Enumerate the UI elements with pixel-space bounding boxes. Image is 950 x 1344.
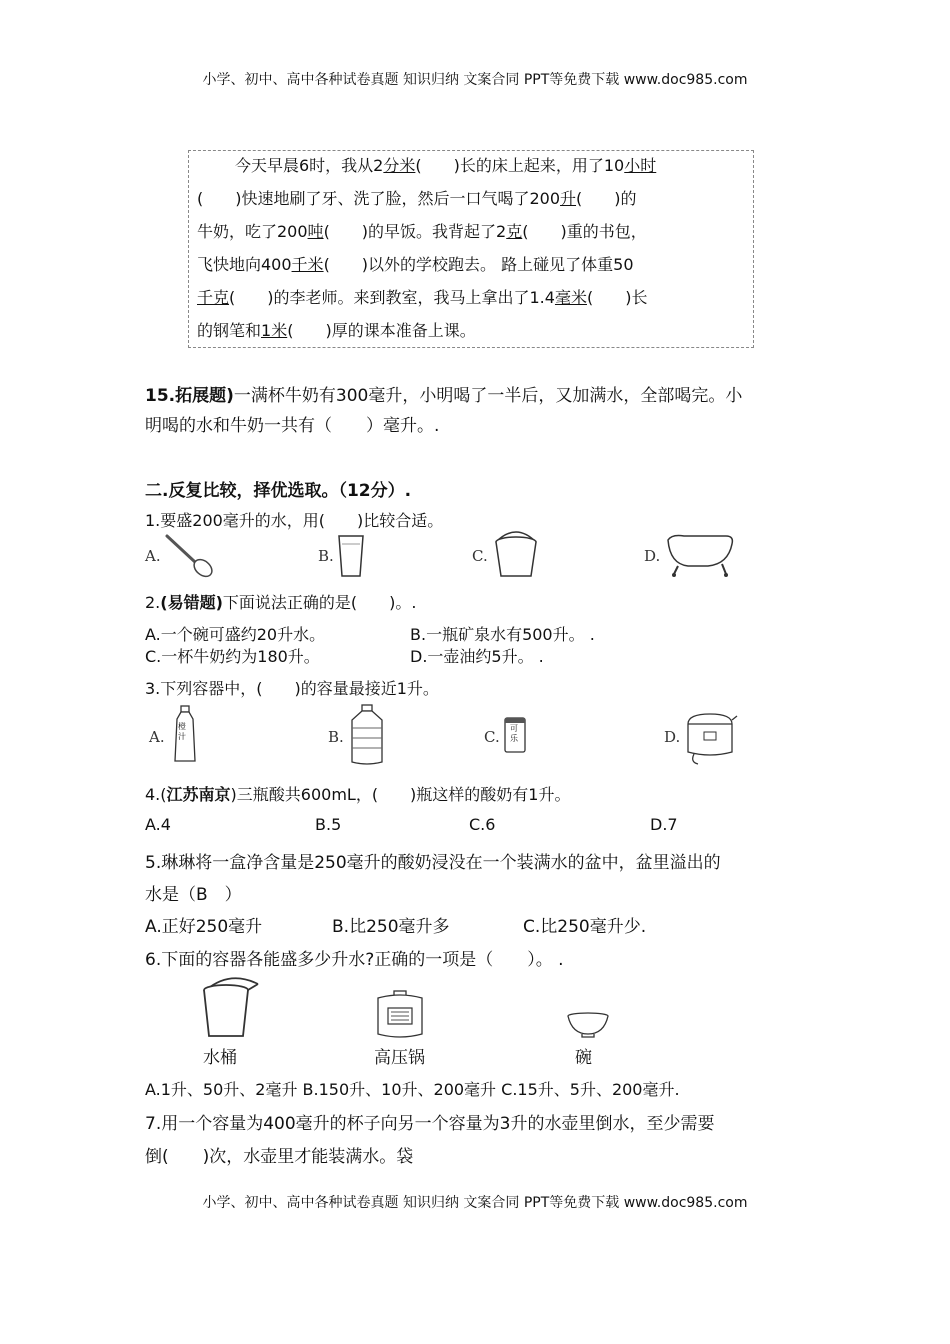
page-header: 小学、初中、高中各种试卷真题 知识归纳 文案合同 PPT等免费下载 www.doc985.com	[202, 72, 748, 88]
q3-option-b: B.	[328, 728, 344, 746]
bucket-icon	[490, 528, 542, 580]
q2-option-a: A.一个碗可盛约20升水。	[145, 625, 326, 644]
q1-option-c: C.	[472, 547, 488, 565]
q2-text: 2.(易错题)下面说法正确的是( )。.	[145, 593, 417, 612]
q2-option-b: B.一瓶矿泉水有500升。 .	[410, 625, 595, 644]
rice-cooker-icon	[684, 710, 738, 766]
water-bucket-icon	[200, 976, 264, 1040]
q4-tag: 江苏南京	[166, 785, 231, 804]
q3-option-c: C.	[484, 728, 500, 746]
q5-option-a: A.正好250毫升	[145, 917, 263, 937]
q15-line-1: 15.拓展题)一满杯牛奶有300毫升，小明喝了一半后，又加满水，全部喝完。小	[145, 386, 743, 406]
story-box	[188, 150, 754, 348]
q6-options: A.1升、50升、2毫升 B.150升、10升、200毫升 C.15升、5升、200毫升.	[145, 1080, 680, 1099]
section-2-title: 二.反复比较，择优选取。（12分）.	[145, 481, 412, 501]
q15-line-2: 明喝的水和牛奶一共有（ ）毫升。.	[145, 416, 440, 436]
q6-text: 6.下面的容器各能盛多少升水?正确的一项是（ ）。 .	[145, 950, 564, 970]
story-line-3: 牛奶，吃了200吨( )的早饭。我背起了2克( )重的书包，	[197, 222, 647, 241]
q4-option-d: D.7	[650, 815, 678, 834]
q6-label-cooker: 高压锅	[374, 1048, 425, 1068]
q3-option-a: A.	[149, 728, 165, 746]
q5-option-b: B.比250毫升多	[332, 917, 450, 937]
q1-option-d: D.	[644, 547, 661, 565]
glass-icon	[336, 534, 366, 578]
q2-tag: (易错题)	[160, 593, 223, 612]
q7-line-1: 7.用一个容量为400毫升的杯子向另一个容量为3升的水壶里倒水，至少需要	[145, 1114, 715, 1134]
juice-bottle-label: 橙汁	[178, 722, 186, 741]
q3-option-d: D.	[664, 728, 681, 746]
q2-option-d: D.一壶油约5升。 .	[410, 647, 544, 666]
spoon-icon	[165, 532, 215, 580]
bathtub-icon	[664, 530, 736, 578]
cola-can-label: 可乐	[510, 724, 518, 743]
water-jug-icon	[348, 704, 386, 766]
q3-text: 3.下列容器中，( )的容量最接近1升。	[145, 679, 439, 698]
q6-label-bowl: 碗	[575, 1048, 592, 1068]
pressure-cooker-icon	[372, 990, 428, 1040]
q5-option-c: C.比250毫升少.	[523, 917, 647, 937]
story-line-1: 今天早晨6时，我从2分米( )长的床上起来，用了10小时	[235, 156, 657, 175]
q15-label: 15.拓展题)	[145, 386, 234, 406]
q4-option-c: C.6	[469, 815, 496, 834]
q1-option-a: A.	[145, 547, 161, 565]
story-line-2: ( )快速地刷了牙、洗了脸，然后一口气喝了200升( )的	[197, 189, 637, 208]
bowl-icon	[566, 1012, 610, 1038]
story-line-5: 千克( )的李老师。来到教室，我马上拿出了1.4毫米( )长	[197, 288, 648, 307]
q4-option-a: A.4	[145, 815, 171, 834]
story-line-6: 的钢笔和1米( )厚的课本准备上课。	[197, 321, 476, 340]
story-line-4: 飞快地向400千米( )以外的学校跑去。 路上碰见了体重50	[197, 255, 634, 274]
q1-text: 1.要盛200毫升的水，用( )比较合适。	[145, 511, 444, 530]
q1-option-b: B.	[318, 547, 334, 565]
q7-line-2: 倒( )次，水壶里才能装满水。袋	[145, 1147, 414, 1167]
q2-option-c: C.一杯牛奶约为180升。	[145, 647, 320, 666]
page-footer: 小学、初中、高中各种试卷真题 知识归纳 文案合同 PPT等免费下载 www.doc985.com	[202, 1195, 748, 1211]
q5-line-1: 5.琳琳将一盒净含量是250毫升的酸奶浸没在一个装满水的盆中，盆里溢出的	[145, 853, 721, 873]
q4-text: 4.(江苏南京)三瓶酸共600mL，( )瓶这样的酸奶有1升。	[145, 785, 571, 804]
q6-label-bucket: 水桶	[203, 1048, 237, 1068]
q4-option-b: B.5	[315, 815, 342, 834]
q5-line-2: 水是（B ）	[145, 885, 242, 905]
